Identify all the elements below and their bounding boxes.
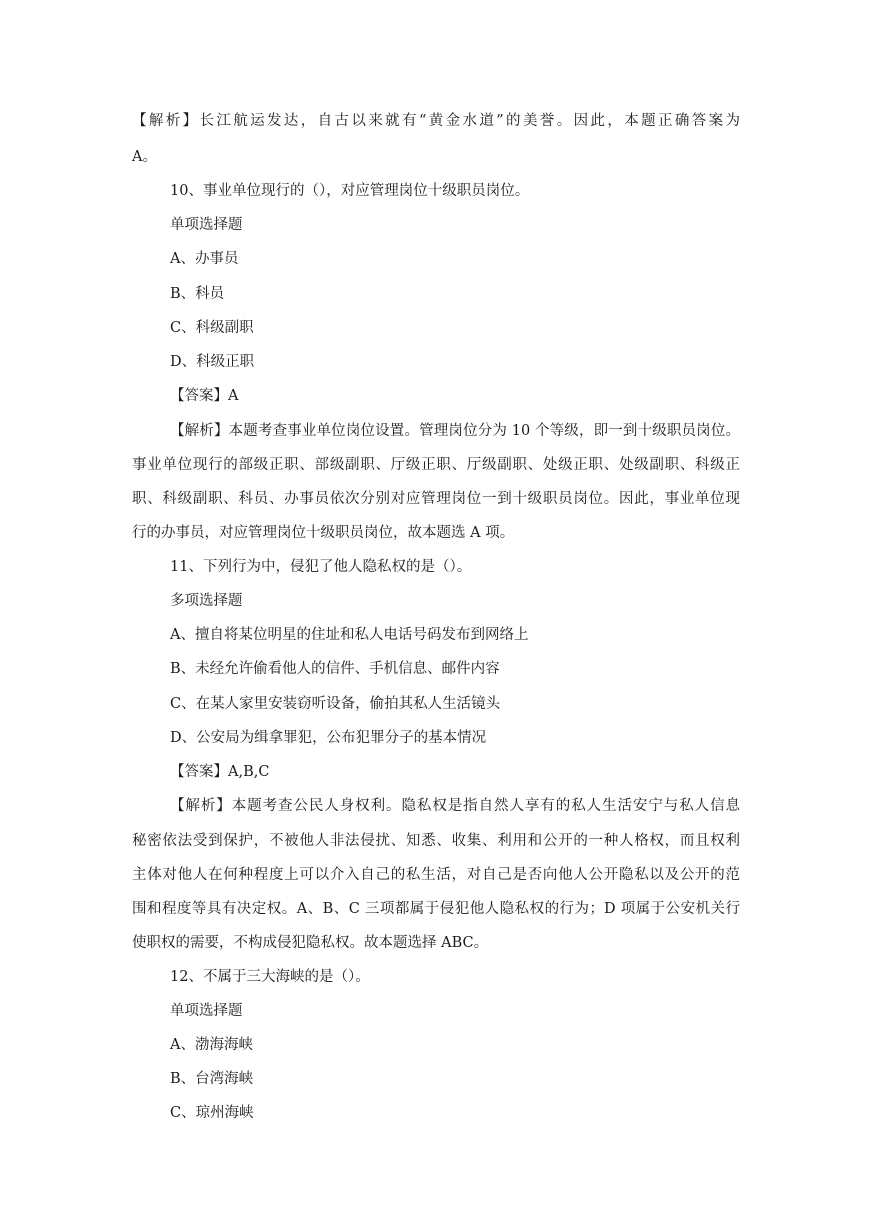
question-11-explanation-line-2: 秘密依法受到保护，不被他人非法侵扰、知悉、收集、利用和公开的一种人格权，而且权利 (132, 833, 740, 849)
question-11-option-a: A、擅自将某位明星的住址和私人电话号码发布到网络上 (170, 627, 529, 643)
question-11-explanation-line-3: 主体对他人在何种程度上可以介入自己的私生活，对自己是否向他人公开隐私以及公开的范 (132, 867, 740, 883)
question-11-option-c: C、在某人家里安装窃听设备，偷拍其私人生活镜头 (170, 696, 501, 712)
question-10-answer: 【答案】A (170, 388, 239, 404)
question-10-type: 单项选择题 (170, 217, 243, 233)
question-12-text: 12、不属于三大海峡的是（）。 (170, 969, 370, 985)
question-12-option-a: A、渤海海峡 (170, 1037, 253, 1053)
prev-explanation-line-1: 【解析】长江航运发达，自古以来就有“黄金水道”的美誉。因此，本题正确答案为 (132, 113, 740, 129)
question-10-option-d: D、科级正职 (170, 354, 255, 370)
question-11-explanation-line-5: 使职权的需要，不构成侵犯隐私权。故本题选择 ABC。 (132, 935, 489, 951)
question-12-option-c: C、琼州海峡 (170, 1105, 254, 1121)
question-10-option-a: A、办事员 (170, 251, 239, 267)
question-11-option-b: B、未经允许偷看他人的信件、手机信息、邮件内容 (170, 661, 500, 677)
question-10-explanation-line-1: 【解析】本题考查事业单位岗位设置。管理岗位分为 10 个等级，即一到十级职员岗位。 (170, 423, 740, 439)
question-11-explanation-line-4: 围和程度等具有决定权。A、B、C 三项都属于侵犯他人隐私权的行为；D 项属于公安机关行 (132, 901, 740, 917)
question-10-option-c: C、科级副职 (170, 320, 254, 336)
question-10-explanation-line-2: 事业单位现行的部级正职、部级副职、厅级正职、厅级副职、处级正职、处级副职、科级正 (132, 457, 740, 473)
question-11-option-d: D、公安局为缉拿罪犯，公布犯罪分子的基本情况 (170, 730, 487, 746)
question-10-text: 10、事业单位现行的（），对应管理岗位十级职员岗位。 (170, 183, 530, 199)
question-10-explanation-line-4: 行的办事员，对应管理岗位十级职员岗位，故本题选 A 项。 (132, 525, 515, 541)
question-11-type: 多项选择题 (170, 593, 243, 609)
question-11-answer: 【答案】A,B,C (170, 764, 270, 780)
question-12-option-b: B、台湾海峡 (170, 1071, 254, 1087)
question-12-type: 单项选择题 (170, 1003, 243, 1019)
question-11-text: 11、下列行为中，侵犯了他人隐私权的是（）。 (170, 559, 472, 575)
prev-explanation-line-2: A。 (132, 149, 157, 165)
question-10-explanation-line-3: 职、科级副职、科员、办事员依次分别对应管理岗位一到十级职员岗位。因此，事业单位现 (132, 491, 740, 507)
question-10-option-b: B、科员 (170, 286, 225, 302)
question-11-explanation-line-1: 【解析】本题考查公民人身权利。隐私权是指自然人享有的私人生活安宁与私人信息 (170, 798, 740, 814)
